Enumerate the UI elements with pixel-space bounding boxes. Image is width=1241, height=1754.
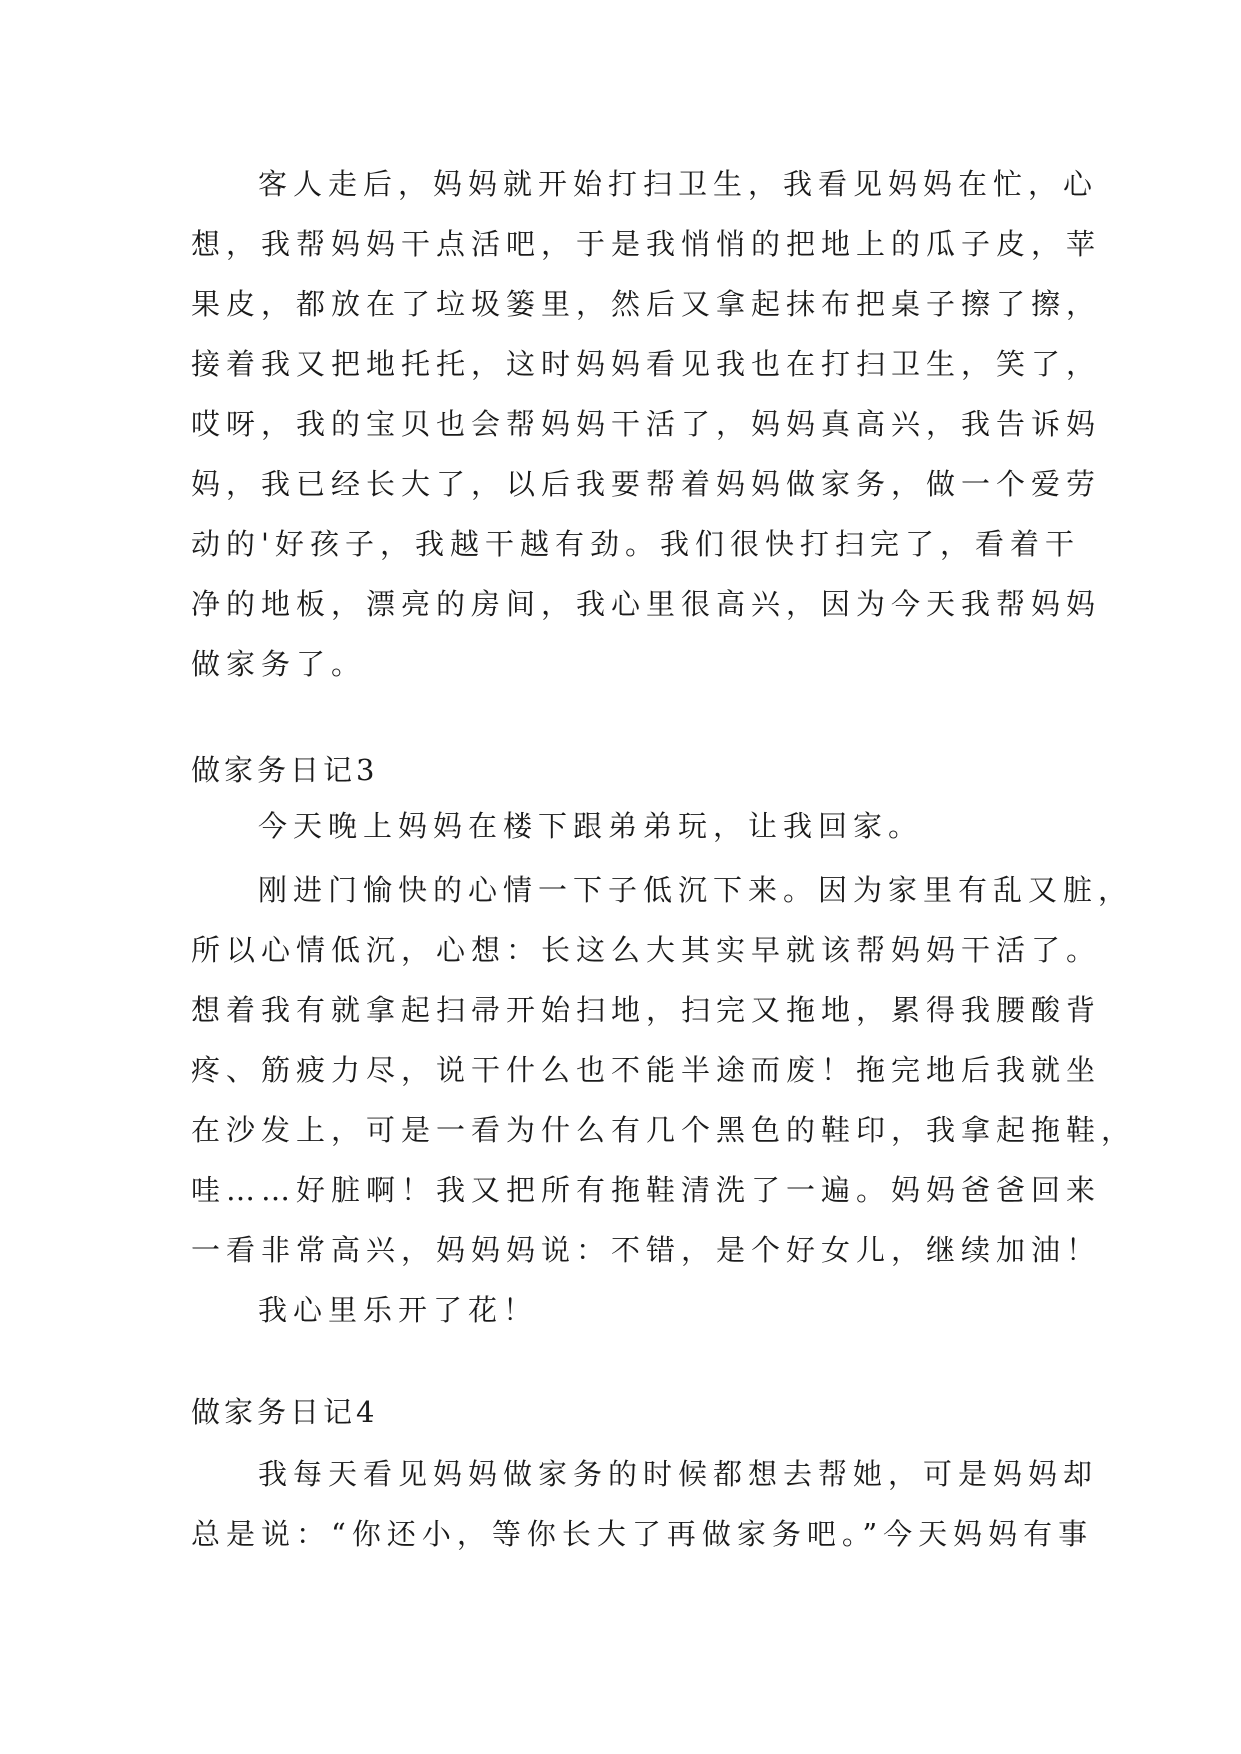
paragraph-line: 哇……好脏啊！我又把所有拖鞋清洗了一遍。妈妈爸爸回来 (191, 1173, 1102, 1207)
paragraph-line: 客人走后，妈妈就开始打扫卫生，我看见妈妈在忙，心 (258, 167, 1099, 201)
paragraph-line: 今天晚上妈妈在楼下跟弟弟玩，让我回家。 (258, 809, 924, 843)
paragraph-line: 妈，我已经长大了，以后我要帮着妈妈做家务，做一个爱劳 (191, 467, 1102, 501)
paragraph-line: 所以心情低沉，心想：长这么大其实早就该帮妈妈干活了。 (191, 933, 1102, 967)
paragraph-line: 动的'好孩子，我越干越有劲。我们很快打扫完了，看着干 (191, 527, 1080, 561)
paragraph-line: 刚进门愉快的心情一下子低沉下来。因为家里有乱又脏， (258, 873, 1134, 907)
paragraph-line: 在沙发上，可是一看为什么有几个黑色的鞋印，我拿起拖鞋， (191, 1113, 1137, 1147)
paragraph-line: 总是说：“你还小，等你长大了再做家务吧。”今天妈妈有事 (191, 1517, 1094, 1551)
paragraph-line: 一看非常高兴，妈妈妈说：不错，是个好女儿，继续加油！ (191, 1233, 1102, 1267)
section-heading-3: 做家务日记3 (191, 753, 379, 787)
paragraph-line: 净的地板，漂亮的房间，我心里很高兴，因为今天我帮妈妈 (191, 587, 1102, 621)
paragraph-line: 疼、筋疲力尽，说干什么也不能半途而废！拖完地后我就坐 (191, 1053, 1102, 1087)
paragraph-line: 想着我有就拿起扫帚开始扫地，扫完又拖地，累得我腰酸背 (191, 993, 1102, 1027)
paragraph-line: 我每天看见妈妈做家务的时候都想去帮她，可是妈妈却 (258, 1457, 1099, 1491)
paragraph-line: 哎呀，我的宝贝也会帮妈妈干活了，妈妈真高兴，我告诉妈 (191, 407, 1102, 441)
paragraph-line: 我心里乐开了花！ (258, 1293, 539, 1327)
paragraph-line: 接着我又把地托托，这时妈妈看见我也在打扫卫生，笑了， (191, 347, 1102, 381)
paragraph-line: 想，我帮妈妈干点活吧，于是我悄悄的把地上的瓜子皮，苹 (191, 227, 1102, 261)
paragraph-line: 果皮，都放在了垃圾篓里，然后又拿起抹布把桌子擦了擦， (191, 287, 1102, 321)
paragraph-line: 做家务了。 (191, 647, 367, 681)
section-heading-4: 做家务日记4 (191, 1395, 379, 1429)
